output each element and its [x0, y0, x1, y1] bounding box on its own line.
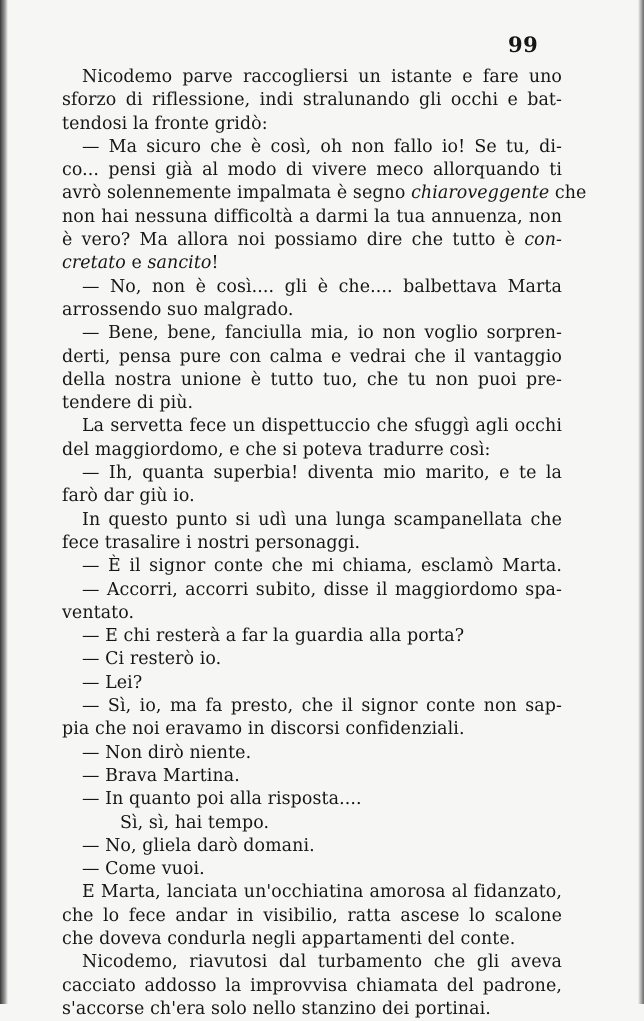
- text-line: [62, 392, 562, 415]
- text-line: [62, 905, 562, 928]
- text-span: — No, gliela darò domani.: [82, 835, 315, 856]
- text-line: [62, 252, 562, 275]
- text-span: che doveva condurla negli appartamenti del conte.: [62, 928, 516, 949]
- text-span: della nostra unione è tutto tuo, che tu non puoi pre-: [62, 369, 562, 390]
- text-line: [62, 485, 562, 508]
- text-span: tendere di più.: [62, 393, 194, 414]
- text-line: [62, 858, 562, 881]
- text-span: s'accorse ch'era solo nello stanzino dei portinai.: [62, 998, 491, 1019]
- text-span: avrò solennemente impalmata è segno: [62, 183, 412, 204]
- italic-text: chiaroveggente: [411, 183, 550, 204]
- text-line: [62, 625, 562, 648]
- text-span: In questo punto si udì una lunga scampanellata che: [82, 509, 562, 530]
- text-line: [62, 695, 562, 718]
- text-span: fece trasalire i nostri personaggi.: [62, 532, 361, 553]
- text-span: — È il signor conte che mi chiama, esclamò Marta.: [82, 556, 562, 577]
- text-line: [62, 439, 562, 462]
- italic-text: con-: [524, 230, 562, 251]
- text-span: Nicodemo, riavutosi dal turbamento che gli aveva: [82, 952, 562, 973]
- text-span: — Ma sicuro che è così, oh non fallo io! Se tu, di-: [82, 136, 562, 157]
- body-text: [62, 66, 587, 1021]
- text-line: [62, 369, 562, 392]
- text-span: — Brava Martina.: [82, 765, 240, 786]
- text-line: [62, 579, 562, 602]
- text-line: [62, 322, 562, 345]
- text-span: — Ci resterò io.: [82, 649, 222, 670]
- text-span: !: [211, 253, 219, 274]
- text-span: è vero? Ma allora noi possiamo dire che tutto è: [62, 230, 525, 251]
- text-span: farò dar giù io.: [62, 486, 195, 507]
- text-line: [62, 835, 562, 858]
- text-span: — Sì, io, ma fa presto, che il signor conte non sap-: [82, 696, 562, 717]
- text-span: — In quanto poi alla risposta....: [82, 789, 362, 810]
- page-number: 99: [508, 32, 539, 57]
- text-line: [62, 346, 562, 369]
- text-line: [62, 299, 562, 322]
- text-line: [62, 555, 562, 578]
- text-span: ventato.: [62, 602, 135, 623]
- text-line: [62, 975, 562, 998]
- text-line: [62, 276, 562, 299]
- text-span: co... pensi già al modo di vivere meco allorquando ti: [62, 160, 562, 181]
- text-span: Nicodemo parve raccogliersi un istante e fare uno: [82, 67, 562, 87]
- italic-text: cretato: [62, 253, 126, 274]
- text-span: tendosi la fronte gridò:: [62, 113, 268, 134]
- text-span: — Bene, bene, fanciulla mia, io non voglio sorpren-: [82, 323, 562, 344]
- text-line: [62, 89, 562, 112]
- text-span: che: [549, 183, 587, 204]
- text-span: che lo fece andar in visibilio, ratta ascese lo scalone: [62, 905, 562, 926]
- text-span: derti, pensa pure con calma e vedrai che il vantaggio: [62, 346, 562, 367]
- text-line: [62, 159, 562, 182]
- text-span: arrossendo suo malgrado.: [62, 299, 294, 320]
- text-span: E Marta, lanciata un'occhiatina amorosa al fidanzato,: [82, 882, 562, 903]
- text-line: [62, 113, 562, 136]
- text-span: cacciato addosso la improvvisa chiamata del padrone,: [62, 975, 562, 996]
- text-line: [62, 509, 562, 532]
- text-span: del maggiordomo, e che si poteva tradurre così:: [62, 439, 491, 460]
- text-line: [62, 928, 562, 951]
- text-line: [62, 206, 562, 229]
- text-line: [62, 881, 562, 904]
- text-line: [62, 718, 562, 741]
- page-edge-shadow-right: [638, 0, 644, 1004]
- text-line: [62, 765, 562, 788]
- text-span: Sì, sì, hai tempo.: [120, 812, 270, 833]
- text-span: — Come vuoi.: [82, 859, 205, 880]
- text-line: [62, 415, 562, 438]
- italic-text: sancito: [147, 253, 212, 274]
- text-span: sforzo di riflessione, indi stralunando gli occhi e bat-: [62, 90, 562, 111]
- text-line: [62, 648, 562, 671]
- text-line: [62, 951, 562, 974]
- text-line: [62, 136, 562, 159]
- text-span: La servetta fece un dispettuccio che sfuggì agli occhi: [82, 416, 562, 437]
- text-span: — Lei?: [82, 672, 143, 693]
- text-line: [62, 182, 587, 205]
- text-line: [62, 229, 562, 252]
- text-span: pia che noi eravamo in discorsi confidenziali.: [62, 719, 465, 740]
- text-span: non hai nessuna difficoltà a darmi la tua annuenza, non: [62, 206, 562, 227]
- text-line: [62, 998, 562, 1021]
- text-span: — Ih, quanta superbia! diventa mio marito, e te la: [82, 463, 562, 484]
- text-line: [62, 532, 562, 555]
- text-span: — E chi resterà a far la guardia alla porta?: [82, 626, 465, 647]
- text-line: [62, 672, 562, 695]
- text-span: — No, non è così.... gli è che.... balbettava Marta: [82, 276, 562, 297]
- text-span: e: [125, 253, 148, 274]
- text-line: [62, 742, 562, 765]
- text-span: — Non dirò niente.: [82, 742, 252, 763]
- text-span: — Accorri, accorri subito, disse il maggiordomo spa-: [82, 579, 562, 600]
- text-line: [62, 602, 562, 625]
- page-edge-shadow-left: [0, 0, 8, 1004]
- text-line: [62, 812, 562, 835]
- text-line: [62, 462, 562, 485]
- text-line: [62, 66, 562, 89]
- text-line: [62, 788, 562, 811]
